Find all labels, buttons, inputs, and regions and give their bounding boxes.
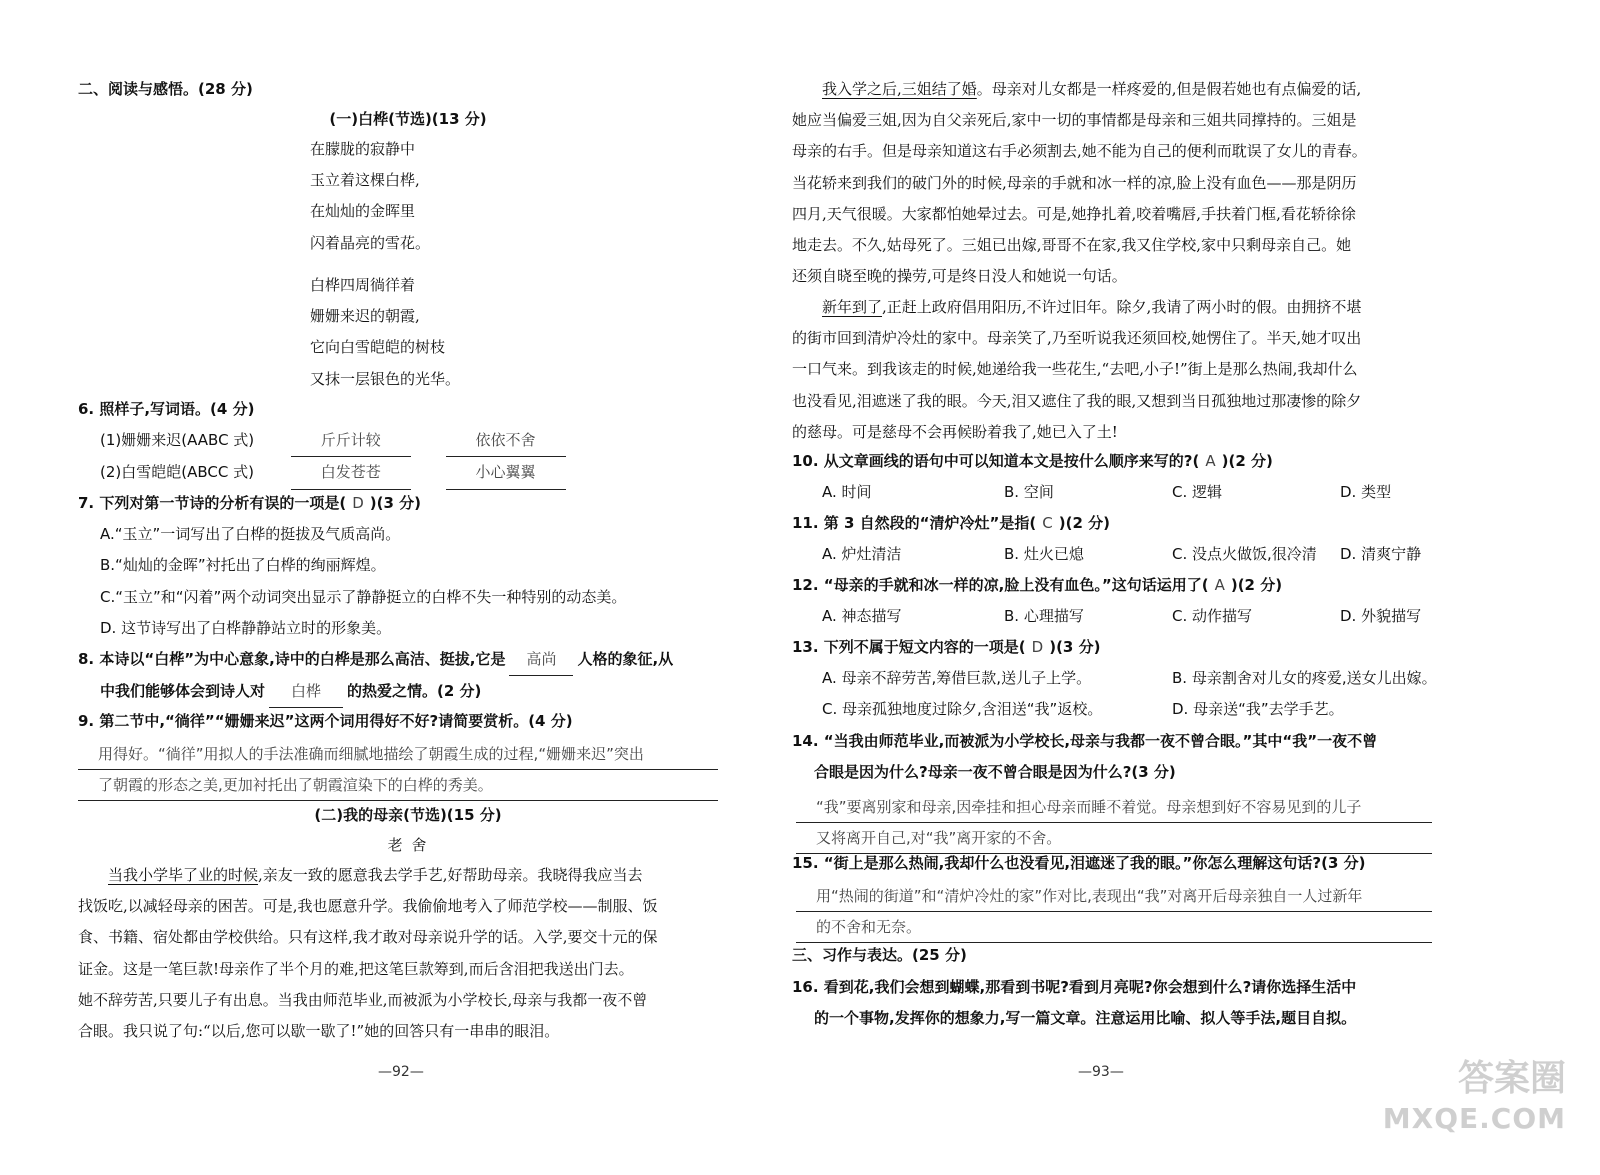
q13-stem	[792, 632, 1448, 663]
q6-row1-label: (1)姗姗来迟(AABC 式)	[100, 431, 255, 450]
watermark	[1383, 1059, 1566, 1139]
poem-stanza-1	[310, 134, 738, 259]
q13-option-d: D. 母亲送“我”去学手艺。	[1172, 700, 1344, 719]
q15-answer-line: 的不舍和无奈。	[796, 912, 1432, 943]
q9-answer-line: 了朝霞的形态之美,更加衬托出了朝霞渲染下的白桦的秀美。	[78, 770, 718, 801]
q13-answer[interactable]: D	[1031, 638, 1044, 656]
essay-line: 找饭吃,以减轻母亲的困苦。可是,我也愿意升学。我偷偷地考入了师范学校——制服、饭	[78, 897, 658, 916]
q12-stem-before: 12. “母亲的手就和冰一样的凉,脸上没有血色。”这句话运用了(	[792, 576, 1209, 594]
q13-option-a: A. 母亲不辞劳苦,筹借巨款,送儿子上学。	[822, 669, 1092, 688]
q8-line-1	[78, 644, 738, 676]
q9-stem: 9. 第二节中,“徜徉”“姗姗来迟”这两个词用得好不好?请简要赏析。(4 分)	[78, 712, 573, 730]
essay-p1-rest: ,亲友一致的愿意我去学手艺,好帮助母亲。我晓得我应当去	[258, 866, 643, 884]
question-16	[792, 972, 1448, 1034]
essay-p1-underlined: 当我小学毕了业的时候	[108, 866, 259, 884]
q10-stem-after: )(2 分)	[1221, 452, 1273, 470]
q12-stem-after: )(2 分)	[1230, 576, 1283, 594]
q6-stem: 6. 照样子,写词语。(4 分)	[78, 400, 255, 418]
essay-line: 的慈母。可是慈母不会再候盼着我了,她已入了土!	[792, 422, 1118, 441]
q12-option-a: A. 神态描写	[822, 607, 902, 626]
q7-option-b: B.“灿灿的金晖”衬托出了白桦的绚丽辉煌。	[100, 556, 386, 575]
q8-line1-after: 人格的象征,从	[577, 650, 674, 668]
q8-blank-1[interactable]: 高尚	[509, 644, 573, 676]
q11-answer[interactable]: C	[1042, 514, 1053, 532]
q10-stem-before: 10. 从文章画线的语句中可以知道本文是按什么顺序来写的?(	[792, 452, 1200, 470]
essay-p2-rest: 。母亲对儿女都是一样疼爱的,但是假若她也有点偏爱的话,	[976, 80, 1362, 98]
q6-row2-answer-b[interactable]: 小心翼翼	[446, 457, 566, 489]
essay-line: 的街市回到清炉冷灶的家中。母亲笑了,乃至听说我还须回校,她愣住了。半天,她才叹出	[792, 329, 1362, 348]
essay-line: 母亲的右手。但是母亲知道这右手必须割去,她不能为自己的便利而耽误了女儿的青春。	[792, 142, 1367, 161]
essay-line: 证金。这是一笔巨款!母亲作了半个月的难,把这笔巨款筹到,而后含泪把我送出门去。	[78, 959, 634, 978]
q12-option-b: B. 心理描写	[1004, 607, 1084, 626]
question-9	[78, 706, 738, 801]
q6-row-1	[78, 425, 738, 457]
q13-options-row-1	[792, 663, 1448, 694]
q12-options	[792, 601, 1448, 632]
essay-p1-line-1	[78, 860, 738, 891]
poem-title: (一)白桦(节选)(13 分)	[329, 110, 487, 128]
q11-options	[792, 539, 1448, 570]
q10-option-b: B. 空间	[1004, 483, 1054, 502]
q8-line1-before: 8. 本诗以“白桦”为中心意象,诗中的白桦是那么高洁、挺拔,它是	[78, 650, 506, 668]
q11-stem-after: )(2 分)	[1058, 514, 1110, 532]
question-12	[792, 570, 1448, 632]
q8-line2-after: 的热爱之情。(2 分)	[347, 682, 482, 701]
essay-line: 一口气来。到我该走的时候,她递给我一些花生,“去吧,小子!”街上是那么热闹,我却什么	[792, 360, 1358, 379]
essay-line: 合眼。我只说了句:“以后,您可以歇一歇了!”她的回答只有一串串的眼泪。	[78, 1022, 560, 1041]
q12-answer[interactable]: A	[1214, 576, 1225, 594]
essay-title: (二)我的母亲(节选)(15 分)	[314, 806, 502, 824]
q16-line: 的一个事物,发挥你的想象力,写一篇文章。注意运用比喻、拟人等手法,题目自拟。	[814, 1009, 1357, 1028]
watermark-line-2: MXQE.COM	[1382, 1102, 1566, 1135]
q6-row-2	[78, 457, 738, 489]
q10-stem	[792, 446, 1448, 477]
q12-option-c: C. 动作描写	[1172, 607, 1253, 626]
question-15	[792, 848, 1448, 943]
q13-option-b: B. 母亲割舍对儿女的疼爱,送女儿出嫁。	[1172, 669, 1437, 688]
q7-option-c: C.“玉立”和“闪着”两个动词突出显示了静静挺立的白桦不失一种特别的动态美。	[100, 587, 627, 606]
poem-line: 姗姗来迟的朝霞,	[310, 307, 420, 326]
essay-author: 老 舍	[387, 836, 429, 854]
q10-answer[interactable]: A	[1205, 452, 1216, 470]
essay-line: 还须自晓至晚的操劳,可是终日没人和她说一句话。	[792, 267, 1127, 286]
poem-stanza-2	[310, 270, 738, 395]
q11-option-c: C. 没点火做饭,很冷清	[1172, 545, 1317, 564]
q16-line: 16. 看到花,我们会想到蝴蝶,那看到书呢?看到月亮呢?你会想到什么?请你选择生活中	[792, 978, 1357, 996]
essay-line: 也没看见,泪遮迷了我的眼。今天,泪又遮住了我的眼,又想到当日孤独地过那凄惨的除夕	[792, 391, 1362, 410]
question-10	[792, 446, 1448, 508]
question-11	[792, 508, 1448, 570]
q13-option-c: C. 母亲孤独地度过除夕,含泪送“我”返校。	[822, 700, 1103, 719]
poem-line: 在灿灿的金晖里	[310, 202, 416, 221]
essay-line: 食、书籍、宿处都由学校供给。只有这样,我才敢对母亲说升学的话。入学,要交十元的保	[78, 928, 658, 947]
question-14	[792, 726, 1448, 854]
question-7	[78, 488, 738, 644]
q8-line2-before: 中我们能够体会到诗人对	[100, 682, 266, 701]
q12-stem	[792, 570, 1448, 601]
essay-line: 四月,天气很暖。大家都怕她晕过去。可是,她挣扎着,咬着嘴唇,手扶着门框,看花轿徐徐	[792, 204, 1356, 223]
q14-stem-line: 14. “当我由师范毕业,而被派为小学校长,母亲与我都一夜不曾合眼。”其中“我”一夜不曾	[792, 732, 1378, 750]
poem-line: 白桦四周徜徉着	[310, 276, 416, 294]
q10-option-d: D. 类型	[1340, 483, 1392, 502]
q14-stem-line: 合眼是因为什么?母亲一夜不曾合眼是因为什么?(3 分)	[814, 763, 1176, 782]
q8-blank-2[interactable]: 白桦	[269, 676, 343, 708]
essay-paragraph-3	[792, 292, 1448, 448]
q6-row1-answer-b[interactable]: 依依不舍	[446, 425, 566, 457]
poem-line: 又抹一层银色的光华。	[310, 369, 461, 388]
q6-row2-label: (2)白雪皑皑(ABCC 式)	[100, 463, 254, 482]
q14-answer-line: “我”要离别家和母亲,因牵挂和担心母亲而睡不着觉。母亲想到好不容易见到的儿子	[796, 792, 1432, 823]
q11-option-a: A. 炉灶清洁	[822, 545, 902, 564]
q10-option-c: C. 逻辑	[1172, 483, 1223, 502]
poem-line: 它向白雪皑皑的树枝	[310, 338, 446, 357]
q7-option-a: A.“玉立”一词写出了白桦的挺拔及气质高尚。	[100, 525, 401, 544]
q11-option-b: B. 灶火已熄	[1004, 545, 1084, 564]
q10-option-a: A. 时间	[822, 483, 872, 502]
q7-stem-after: )(3 分)	[369, 494, 422, 512]
essay-p2-line-1	[792, 74, 1448, 105]
right-page	[792, 0, 1448, 1175]
essay-p3-line-1	[792, 292, 1448, 323]
poem-line: 闪着晶亮的雪花。	[310, 233, 431, 252]
essay-p3-underlined: 新年到了	[822, 298, 883, 316]
q14-answer-area[interactable]	[796, 792, 1432, 854]
essay-p2-underlined: 我入学之后,三姐结了婚	[822, 80, 977, 98]
page-number-right: —93—	[1078, 1064, 1124, 1080]
q13-stem-before: 13. 下列不属于短文内容的一项是(	[792, 638, 1026, 656]
q7-stem	[78, 488, 738, 519]
q7-stem-before: 7. 下列对第一节诗的分析有误的一项是(	[78, 494, 347, 512]
q13-options-row-2	[792, 694, 1448, 725]
q6-row2-answer-a[interactable]: 白发苍苍	[291, 457, 411, 489]
q15-answer-area[interactable]	[796, 881, 1432, 943]
essay-paragraph-2	[792, 74, 1448, 292]
left-page	[78, 0, 738, 1175]
q6-row1-answer-a[interactable]: 斤斤计较	[291, 425, 411, 457]
q15-answer-line: 用“热闹的街道”和“清炉冷灶的家”作对比,表现出“我”对离开后母亲独自一人过新年	[796, 881, 1432, 912]
essay-line: 地走去。不久,姑母死了。三姐已出嫁,哥哥不在家,我又住学校,家中只剩母亲自己。她	[792, 236, 1352, 255]
essay-p3-rest: ,正赶上政府倡用阳历,不许过旧年。除夕,我请了两小时的假。由拥挤不堪	[882, 298, 1362, 316]
q9-answer-line: 用得好。“徜徉”用拟人的手法准确而细腻地描绘了朝霞生成的过程,“姗姗来迟”突出	[78, 739, 718, 770]
q11-option-d: D. 清爽宁静	[1340, 545, 1422, 564]
poem-line: 在朦胧的寂静中	[310, 140, 416, 158]
q11-stem	[792, 508, 1448, 539]
q7-option-d: D. 这节诗写出了白桦静静站立时的形象美。	[100, 618, 392, 637]
page-number-left: —92—	[378, 1064, 424, 1080]
q12-option-d: D. 外貌描写	[1340, 607, 1422, 626]
q10-options	[792, 477, 1448, 508]
q13-stem-after: )(3 分)	[1049, 638, 1101, 656]
q9-answer-area[interactable]	[78, 739, 718, 801]
essay-paragraph-1	[78, 860, 738, 1047]
question-8	[78, 644, 738, 708]
watermark-line-1: 答案圈	[1457, 1058, 1566, 1099]
essay-line: 她不辞劳苦,只要儿子有出息。当我由师范毕业,而被派为小学校长,母亲与我都一夜不曾	[78, 990, 648, 1009]
essay-line: 她应当偏爱三姐,因为自父亲死后,家中一切的事情都是母亲和三姐共同撑持的。三姐是	[792, 111, 1357, 130]
q14-answer-line: 又将离开自己,对“我”离开家的不舍。	[796, 823, 1432, 854]
q15-stem: 15. “街上是那么热闹,我却什么也没看见,泪遮迷了我的眼。”你怎么理解这句话?(3 分)	[792, 854, 1366, 872]
question-13	[792, 632, 1448, 726]
poem-line: 玉立着这棵白桦,	[310, 171, 420, 190]
essay-line: 当花轿来到我们的破门外的时候,母亲的手就和冰一样的凉,脸上没有血色——那是阴历	[792, 173, 1357, 192]
section3-heading: 三、习作与表达。(25 分)	[792, 946, 967, 964]
question-6	[78, 394, 738, 490]
q7-answer[interactable]: D	[352, 494, 364, 512]
q8-line-2	[78, 676, 738, 708]
section2-heading: 二、阅读与感悟。(28 分)	[78, 80, 253, 98]
q11-stem-before: 11. 第 3 自然段的“清炉冷灶”是指(	[792, 514, 1037, 532]
